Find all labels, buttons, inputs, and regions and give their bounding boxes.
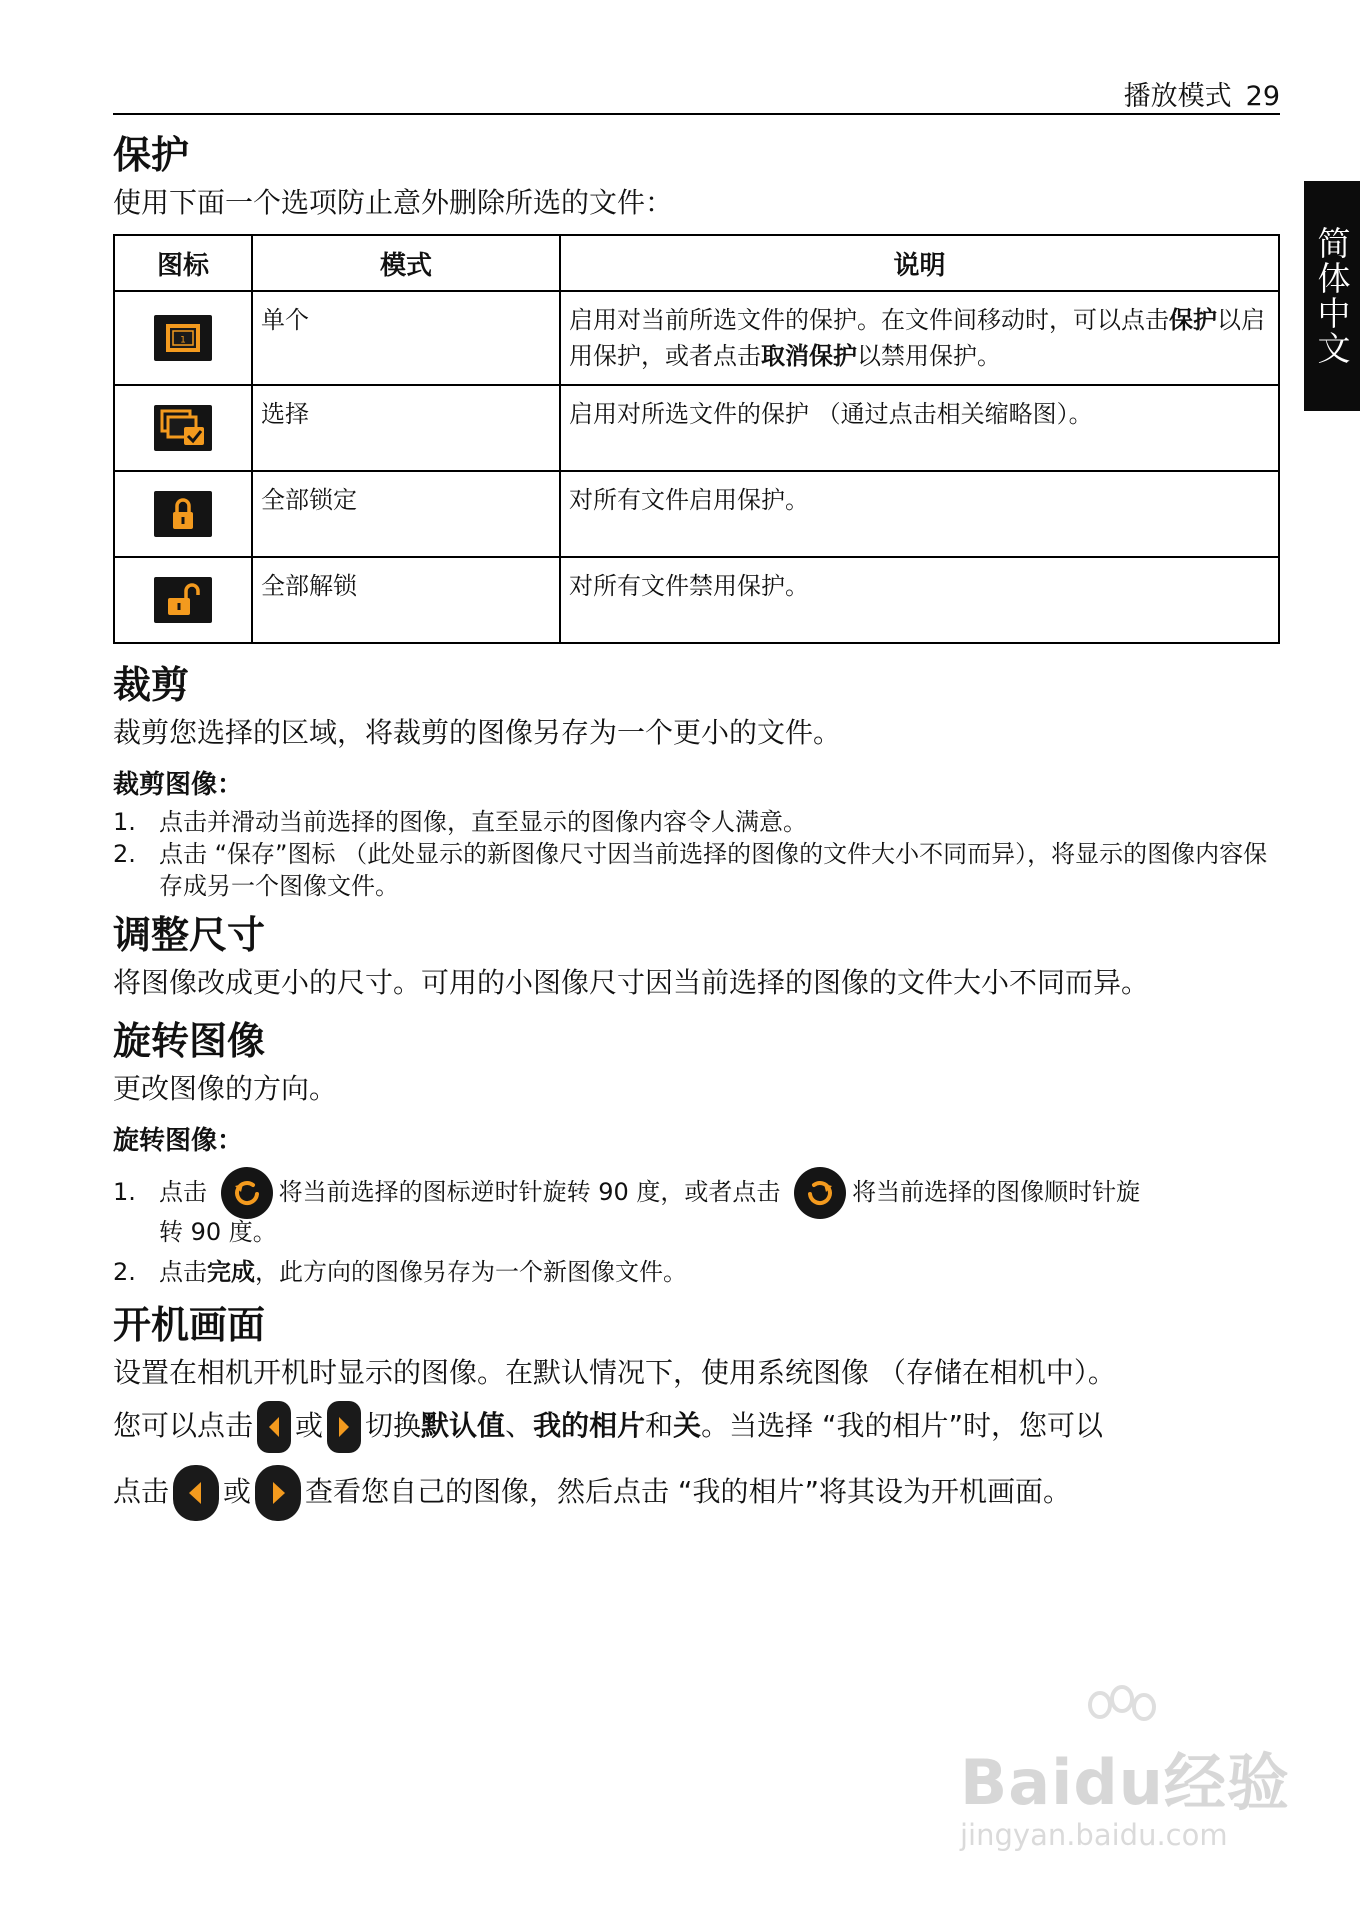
resize-intro: 将图像改成更小的尺寸。可用的小图像尺寸因当前选择的图像的文件大小不同而异。: [113, 966, 1150, 999]
done-term: 完成: [207, 1258, 255, 1286]
rotate-subheading: 旋转图像：: [113, 1126, 244, 1156]
desc-cell: 对所有文件禁用保护。: [560, 557, 1279, 643]
resize-heading: 调整尺寸: [113, 913, 266, 957]
watermark-logo: Baidu经验: [960, 1746, 1290, 1819]
mode-cell: 单个: [252, 291, 560, 385]
crop-heading: 裁剪: [113, 663, 190, 707]
svg-text:1: 1: [180, 335, 186, 346]
header-title: 播放模式: [1123, 81, 1232, 112]
crop-intro: 裁剪您选择的区域，将裁剪的图像另存为一个更小的文件。: [113, 716, 842, 749]
language-tab: [1304, 181, 1360, 411]
table-row: [114, 471, 1279, 557]
left-arrow-icon[interactable]: [173, 1465, 219, 1521]
protect-intro: 使用下面一个选项防止意外删除所选的文件：: [113, 186, 674, 219]
protect-term: 保护: [1169, 306, 1217, 334]
page-header: [1124, 74, 1280, 113]
list-item: 1. 点击并滑动当前选择的图像，直至显示的图像内容令人满意。: [113, 808, 807, 836]
protect-table: [113, 234, 1280, 644]
page-number: 29: [1245, 81, 1280, 112]
table-row: [114, 557, 1279, 643]
startup-heading: 开机画面: [113, 1303, 266, 1347]
left-arrow-icon[interactable]: [257, 1401, 291, 1453]
paw-icon: [1060, 1685, 1180, 1745]
list-item: 1. 点击 将当前选择的图标逆时针旋转 90 度，或者点击 将当前选择的图像顺时针旋: [113, 1162, 1280, 1222]
startup-line3: 点击 或 查看您自己的图像，然后点击 “我的相片”将其设为开机画面。: [113, 1458, 1280, 1526]
protect-select-icon: [154, 405, 212, 451]
unlock-all-icon: [154, 577, 212, 623]
mode-cell: 全部解锁: [252, 557, 560, 643]
right-arrow-icon[interactable]: [255, 1465, 301, 1521]
table-header-row: [114, 235, 1279, 291]
startup-line1: 设置在相机开机时显示的图像。在默认情况下，使用系统图像 （存储在相机中）。: [113, 1356, 1116, 1389]
unprotect-term: 取消保护: [761, 342, 857, 370]
protect-single-icon: [154, 315, 212, 361]
list-item-continued: 转 90 度。: [159, 1218, 277, 1246]
crop-steps: [113, 806, 1280, 902]
desc-cell: 对所有文件启用保护。: [560, 471, 1279, 557]
desc-cell: 启用对当前所选文件的保护。在文件间移动时，可以点击保护以启用保护，或者点击取消保护以禁用保护。: [560, 291, 1279, 385]
right-arrow-icon[interactable]: [327, 1401, 361, 1453]
rotate-intro: 更改图像的方向。: [113, 1072, 338, 1105]
watermark-url: jingyan.baidu.com: [960, 1818, 1228, 1852]
rotate-heading: 旋转图像: [113, 1019, 266, 1063]
rotate-cw-icon[interactable]: [794, 1167, 846, 1219]
protect-heading: 保护: [113, 133, 190, 177]
desc-cell: 启用对所选文件的保护 （通过点击相关缩略图）。: [560, 385, 1279, 471]
list-item: 2. 点击 “保存”图标 （此处显示的新图像尺寸因当前选择的图像的文件大小不同而异），将显示的图像内容保存成另一个图像文件。: [113, 840, 1268, 900]
table-row: [114, 291, 1279, 385]
rotate-steps: [113, 1162, 1280, 1288]
language-tab-label: 简体中文: [1312, 226, 1352, 366]
col-header-desc: 说明: [560, 235, 1279, 291]
rotate-ccw-icon[interactable]: [221, 1167, 273, 1219]
startup-line2: 您可以点击 或 切换默认值、我的相片和关。当选择 “我的相片”时，您可以: [113, 1394, 1280, 1458]
list-item: 2. 点击完成，此方向的图像另存为一个新图像文件。: [113, 1258, 687, 1286]
table-row: [114, 385, 1279, 471]
header-divider: [113, 113, 1280, 115]
lock-all-icon: [154, 491, 212, 537]
crop-subheading: 裁剪图像：: [113, 770, 244, 800]
mode-cell: 全部锁定: [252, 471, 560, 557]
page-content: [113, 128, 1280, 1526]
col-header-icon: 图标: [114, 235, 252, 291]
col-header-mode: 模式: [252, 235, 560, 291]
mode-cell: 选择: [252, 385, 560, 471]
baidu-watermark: [960, 1715, 1290, 1885]
